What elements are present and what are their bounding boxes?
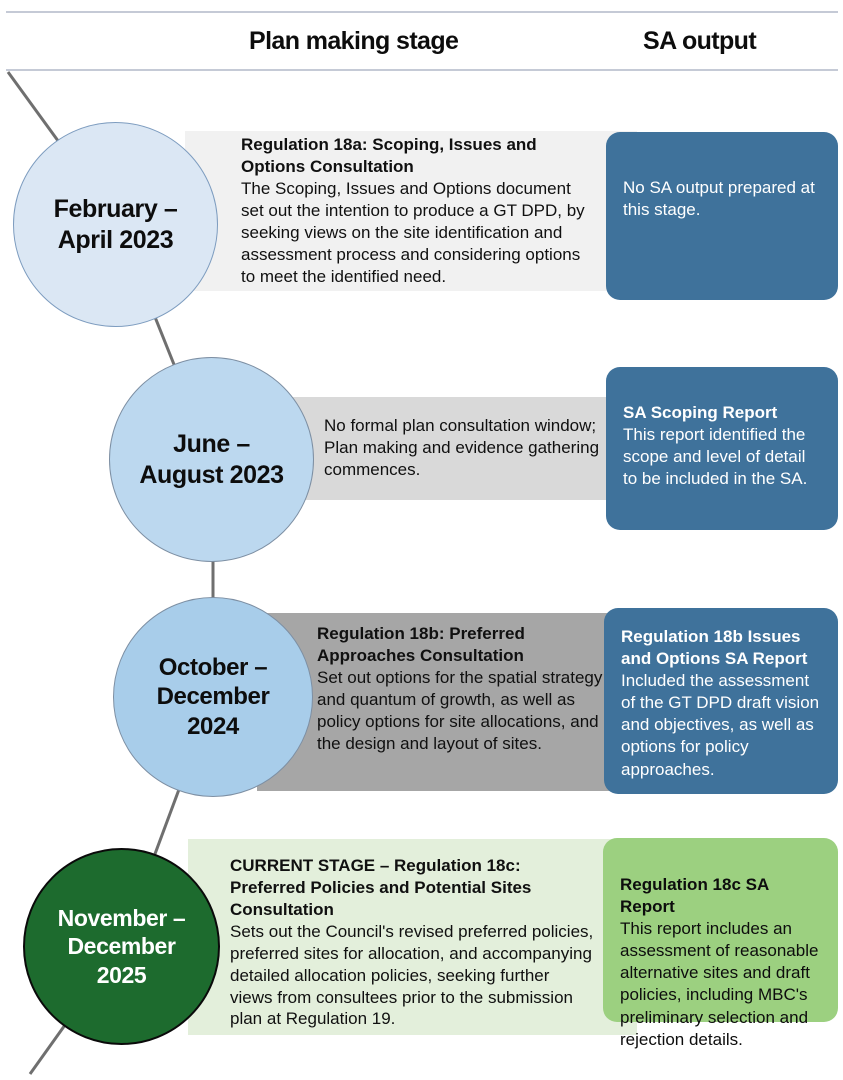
sa-body-row-4: This report includes an assessment of reasonable alternative sites and draft policies, including MBC's preliminary selection and rejection details.: [620, 919, 819, 1049]
stage-body-row-2: No formal plan consultation window; Plan making and evidence gathering commences.: [324, 416, 600, 479]
stage-body-row-1: The Scoping, Issues and Options document set out the intention to produce a GT DPD, by seeking views on the site identification and assessment process and considering options to meet the identified need.: [241, 178, 585, 286]
stage-body-row-3: Set out options for the spatial strategy and quantum of growth, as well as policy options for site allocations, and the design and layout of sites.: [317, 667, 603, 753]
stage-title-row-4: CURRENT STAGE – Regulation 18c: Preferred Policies and Potential Sites Consultation: [230, 856, 532, 919]
stage-title-row-1: Regulation 18a: Scoping, Issues and Options Consultation: [241, 135, 537, 176]
period-label-row-1: February – April 2023: [53, 195, 178, 254]
sa-body-row-3: Included the assessment of the GT DPD draft vision and objectives, as well as options for policy approaches.: [621, 671, 820, 779]
stage-text-row-2: [324, 415, 604, 481]
stage-text-row-4: [230, 855, 594, 1030]
period-circle-row-4: [23, 848, 220, 1045]
sa-title-row-2: SA Scoping Report: [623, 403, 778, 422]
column-header-sa-output: SA output: [643, 27, 757, 55]
period-circle-row-1: [13, 122, 218, 327]
stage-text-row-1: [241, 134, 585, 287]
period-label-row-2: June – August 2023: [139, 430, 284, 489]
sa-output-box-row-1: [606, 132, 838, 300]
period-label-row-4: November – December 2025: [57, 905, 186, 988]
sa-output-box-row-4: [603, 838, 838, 1049]
sa-title-row-4: Regulation 18c SA Report: [620, 875, 769, 917]
sa-output-box-row-3: [604, 608, 838, 794]
column-header-plan-making-stage: Plan making stage: [249, 27, 459, 55]
period-circle-row-3: [113, 597, 313, 797]
stage-body-row-4: Sets out the Council's revised preferred policies, preferred sites for allocation, and accompanying detailed allocation policies, seeking further views from consultees prior to the submission plan at Regulation 19.: [230, 921, 594, 1029]
stage-title-row-3: Regulation 18b: Preferred Approaches Consultation: [317, 624, 525, 665]
stage-text-row-3: [317, 623, 605, 755]
period-label-row-3: October – December 2024: [156, 654, 270, 740]
sa-output-box-row-2: [606, 367, 838, 530]
sa-body-row-2: This report identified the scope and level of detail to be included in the SA.: [623, 425, 808, 489]
sa-body-row-1: No SA output prepared at this stage.: [623, 178, 815, 220]
period-circle-row-2: [109, 357, 314, 562]
sa-title-row-3: Regulation 18b Issues and Options SA Report: [621, 627, 808, 669]
